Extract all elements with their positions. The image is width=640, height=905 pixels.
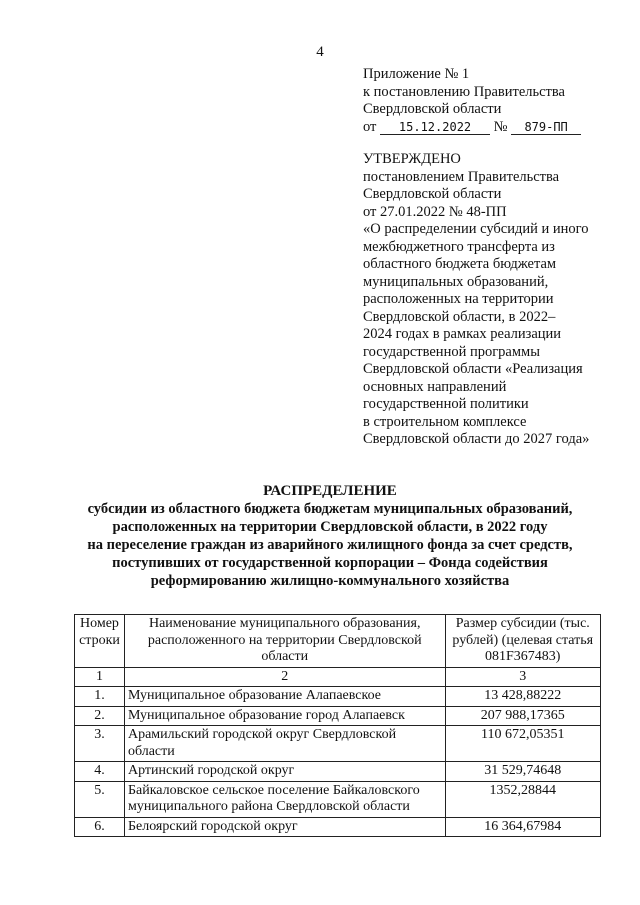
appendix-order-line — [363, 119, 623, 137]
approved-line: областного бюджета бюджетам — [363, 256, 557, 272]
title-lines — [40, 500, 620, 590]
header-name: Наименование муниципального образования, расположенного на территории Свердловской области — [124, 615, 445, 668]
row-amount: 31 529,74648 — [445, 762, 601, 782]
approved-line: государственной программы — [363, 343, 540, 360]
approved-line: основных направлений — [363, 378, 507, 395]
appendix-line-1: Приложение № 1 — [363, 66, 470, 82]
approved-line: Свердловской области — [363, 186, 502, 202]
row-amount: 207 988,17365 — [445, 706, 601, 726]
approved-line: в строительном комплексе — [363, 413, 527, 430]
row-num: 3. — [75, 726, 125, 762]
approved-line: от 27.01.2022 № 48-ПП — [363, 203, 507, 220]
approved-line: Свердловской области «Реализация — [363, 361, 583, 377]
row-name: Арамильский городской округ Свердловской области — [124, 726, 445, 762]
table-header-row — [75, 615, 601, 668]
date-prefix: от — [363, 118, 377, 135]
row-num: 1. — [75, 687, 125, 707]
header-num: Номер строки — [75, 615, 125, 668]
header-amount: Размер субсидии (тыс. рублей) (целевая статья 081F367483) — [445, 615, 601, 668]
row-num: 2. — [75, 706, 125, 726]
title-line: субсидии из областного бюджета бюджетам муниципальных образований, — [87, 501, 573, 517]
index-1: 1 — [75, 667, 125, 687]
row-name: Муниципальное образование город Алапаевск — [124, 706, 445, 726]
row-num: 5. — [75, 781, 125, 817]
approved-line: 2024 годах в рамках реализации — [363, 326, 562, 342]
distribution-table — [74, 614, 601, 837]
row-name: Белоярский городской округ — [124, 817, 445, 837]
row-amount: 1352,28844 — [445, 781, 601, 817]
title-line: поступивших от государственной корпорации – Фонда содействия — [112, 555, 548, 571]
row-num: 4. — [75, 762, 125, 782]
appendix-line-3: Свердловской области — [363, 101, 502, 117]
table-row — [75, 762, 601, 782]
row-amount: 16 364,67984 — [445, 817, 601, 837]
table-row — [75, 687, 601, 707]
approved-line: постановлением Правительства — [363, 168, 560, 185]
approved-line: Свердловской области до 2027 года» — [363, 431, 590, 447]
document-title — [40, 482, 620, 590]
row-num: 6. — [75, 817, 125, 837]
title-line: расположенных на территории Свердловской области, в 2022 году — [112, 519, 548, 535]
approved-line: государственной политики — [363, 396, 529, 412]
approved-line: расположенных на территории — [363, 291, 554, 307]
number-prefix: № — [493, 118, 508, 135]
approved-line: Свердловской области, в 2022– — [363, 308, 556, 325]
title-line: реформированию жилищно-коммунального хозяйства — [150, 573, 510, 589]
approved-block — [363, 151, 623, 449]
approved-lines — [363, 169, 623, 449]
approved-heading: УТВЕРЖДЕНО — [363, 151, 461, 167]
page-number: 4 — [316, 44, 324, 60]
table-row — [75, 781, 601, 817]
title-line: на переселение граждан из аварийного жилищного фонда за счет средств, — [87, 537, 573, 553]
title-main: РАСПРЕДЕЛЕНИЕ — [263, 483, 397, 499]
row-name: Артинский городской округ — [124, 762, 445, 782]
table-index-row — [75, 667, 601, 687]
row-name: Байкаловское сельское поселение Байкаловского муниципального района Свердловской области — [124, 781, 445, 817]
table-row — [75, 706, 601, 726]
row-name: Муниципальное образование Алапаевское — [124, 687, 445, 707]
approved-line: муниципальных образований, — [363, 273, 549, 290]
table-row — [75, 817, 601, 837]
row-amount: 13 428,88222 — [445, 687, 601, 707]
appendix-line-2: к постановлению Правительства — [363, 83, 565, 100]
handwritten-date: 15.12.2022 — [380, 120, 490, 135]
index-3: 3 — [445, 667, 601, 687]
row-amount: 110 672,05351 — [445, 726, 601, 762]
index-2: 2 — [124, 667, 445, 687]
approved-line: «О распределении субсидий и иного — [363, 221, 589, 237]
approved-line: межбюджетного трансферта из — [363, 238, 555, 255]
handwritten-number: 879-ПП — [511, 120, 581, 135]
table-row — [75, 726, 601, 762]
appendix-block — [363, 66, 623, 136]
